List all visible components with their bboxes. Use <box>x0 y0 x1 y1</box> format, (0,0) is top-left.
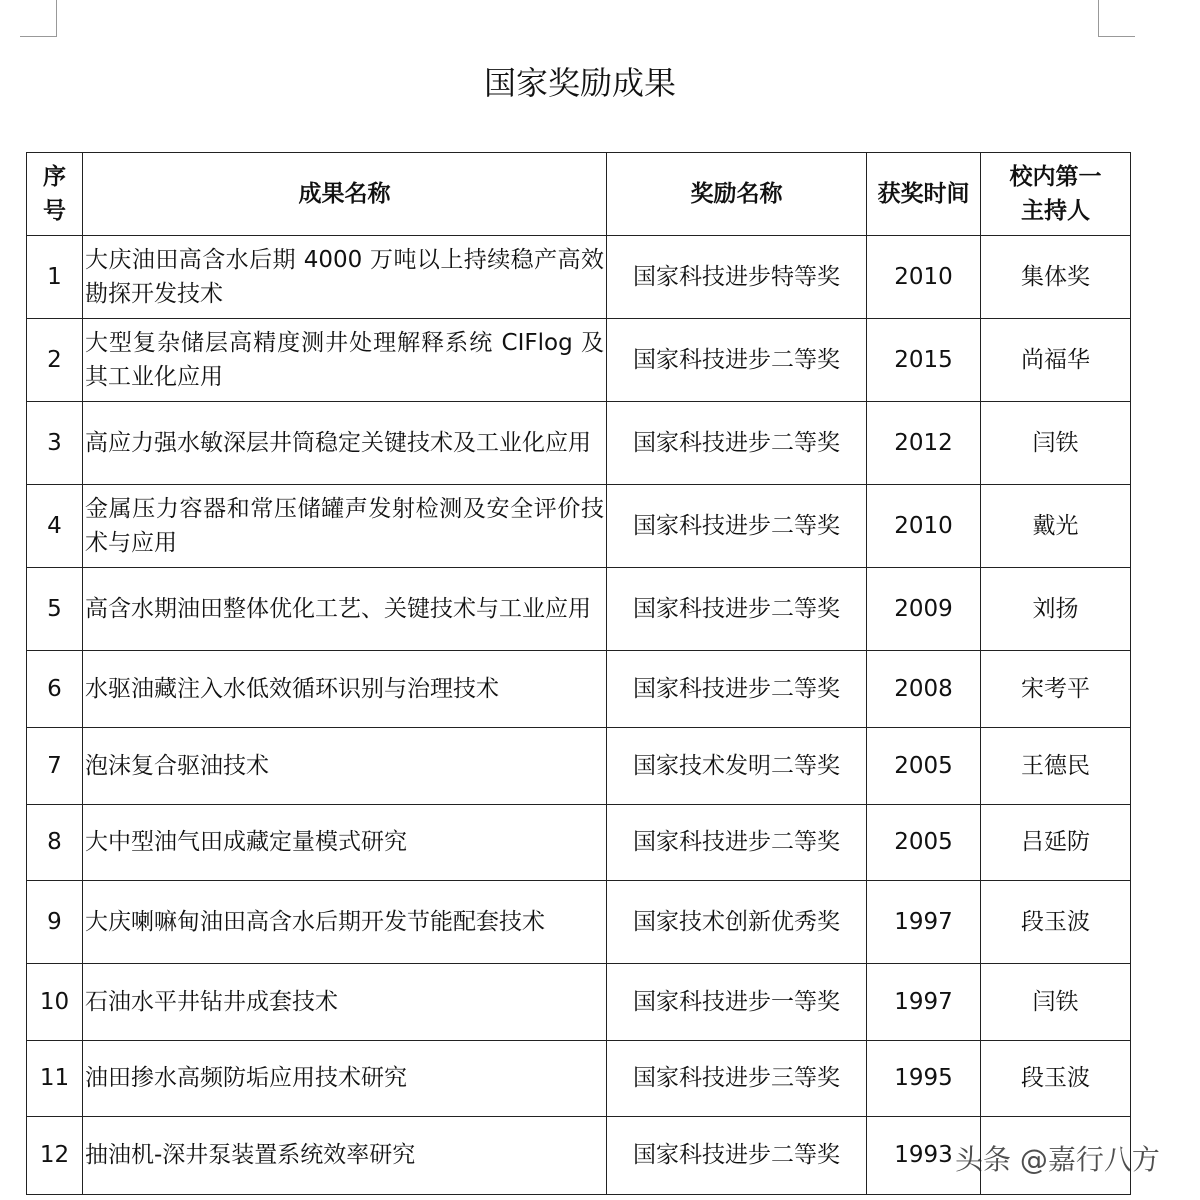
row-index: 4 <box>27 485 83 568</box>
table-row <box>27 402 1131 485</box>
achievement-name: 石油水平井钻井成套技术 <box>83 964 607 1041</box>
watermark: 头条 @嘉行八方 <box>955 1143 1160 1176</box>
leader: 刘扬 <box>981 568 1131 651</box>
row-index: 11 <box>27 1041 83 1117</box>
row-index: 10 <box>27 964 83 1041</box>
achievement-name: 泡沫复合驱油技术 <box>83 728 607 805</box>
table-row <box>27 485 1131 568</box>
page-title: 国家奖励成果 <box>483 64 676 102</box>
table-header <box>27 153 1131 236</box>
achievement-name: 高应力强水敏深层井筒稳定关键技术及工业化应用 <box>83 402 607 485</box>
header-year: 获奖时间 <box>867 153 981 236</box>
award-name: 国家科技进步一等奖 <box>607 964 867 1041</box>
award-year: 2015 <box>867 319 981 402</box>
table-row <box>27 236 1131 319</box>
leader: 闫铁 <box>981 964 1131 1041</box>
award-year: 2009 <box>867 568 981 651</box>
table-row <box>27 964 1131 1041</box>
table-row <box>27 651 1131 728</box>
award-year: 1993 <box>867 1117 981 1195</box>
table-row <box>27 568 1131 651</box>
award-year: 2012 <box>867 402 981 485</box>
award-name: 国家科技进步二等奖 <box>607 485 867 568</box>
award-year: 2005 <box>867 805 981 881</box>
table-row <box>27 881 1131 964</box>
leader: 宋考平 <box>981 651 1131 728</box>
award-year: 2005 <box>867 728 981 805</box>
award-name: 国家科技进步二等奖 <box>607 1117 867 1195</box>
row-index: 8 <box>27 805 83 881</box>
table-row <box>27 805 1131 881</box>
header-name: 成果名称 <box>83 153 607 236</box>
row-index: 5 <box>27 568 83 651</box>
leader: 戴光 <box>981 485 1131 568</box>
award-name: 国家技术创新优秀奖 <box>607 881 867 964</box>
row-index: 9 <box>27 881 83 964</box>
row-index: 12 <box>27 1117 83 1195</box>
award-name: 国家技术发明二等奖 <box>607 728 867 805</box>
leader: 闫铁 <box>981 402 1131 485</box>
leader: 集体奖 <box>981 236 1131 319</box>
award-name: 国家科技进步二等奖 <box>607 651 867 728</box>
row-index: 7 <box>27 728 83 805</box>
achievement-name: 高含水期油田整体优化工艺、关键技术与工业应用 <box>83 568 607 651</box>
achievement-name: 水驱油藏注入水低效循环识别与治理技术 <box>83 651 607 728</box>
award-name: 国家科技进步二等奖 <box>607 568 867 651</box>
row-index: 3 <box>27 402 83 485</box>
achievement-name: 大庆喇嘛甸油田高含水后期开发节能配套技术 <box>83 881 607 964</box>
achievement-name: 油田掺水高频防垢应用技术研究 <box>83 1041 607 1117</box>
table-row <box>27 319 1131 402</box>
award-name: 国家科技进步二等奖 <box>607 805 867 881</box>
award-year: 1997 <box>867 881 981 964</box>
award-year: 2010 <box>867 236 981 319</box>
award-year: 1997 <box>867 964 981 1041</box>
achievement-name: 大庆油田高含水后期 4000 万吨以上持续稳产高效勘探开发技术 <box>83 236 607 319</box>
leader: 吕延防 <box>981 805 1131 881</box>
award-name: 国家科技进步二等奖 <box>607 402 867 485</box>
award-year: 2008 <box>867 651 981 728</box>
award-year: 2010 <box>867 485 981 568</box>
row-index: 6 <box>27 651 83 728</box>
header-award: 奖励名称 <box>607 153 867 236</box>
table-row <box>27 1041 1131 1117</box>
header-leader: 校内第一主持人 <box>981 153 1131 236</box>
header-index: 序号 <box>27 153 83 236</box>
achievement-name: 金属压力容器和常压储罐声发射检测及安全评价技术与应用 <box>83 485 607 568</box>
leader: 尚福华 <box>981 319 1131 402</box>
achievement-name: 大中型油气田成藏定量模式研究 <box>83 805 607 881</box>
achievement-name: 大型复杂储层高精度测井处理解释系统 CIFlog 及其工业化应用 <box>83 319 607 402</box>
achievement-name: 抽油机-深井泵装置系统效率研究 <box>83 1117 607 1195</box>
leader: 段玉波 <box>981 1041 1131 1117</box>
award-year: 1995 <box>867 1041 981 1117</box>
margin-mark <box>1098 0 1135 37</box>
award-name: 国家科技进步二等奖 <box>607 319 867 402</box>
margin-mark <box>20 0 57 37</box>
awards-table <box>26 152 1131 1195</box>
row-index: 1 <box>27 236 83 319</box>
table-row <box>27 728 1131 805</box>
award-name: 国家科技进步特等奖 <box>607 236 867 319</box>
leader: 王德民 <box>981 728 1131 805</box>
row-index: 2 <box>27 319 83 402</box>
award-name: 国家科技进步三等奖 <box>607 1041 867 1117</box>
leader: 段玉波 <box>981 881 1131 964</box>
